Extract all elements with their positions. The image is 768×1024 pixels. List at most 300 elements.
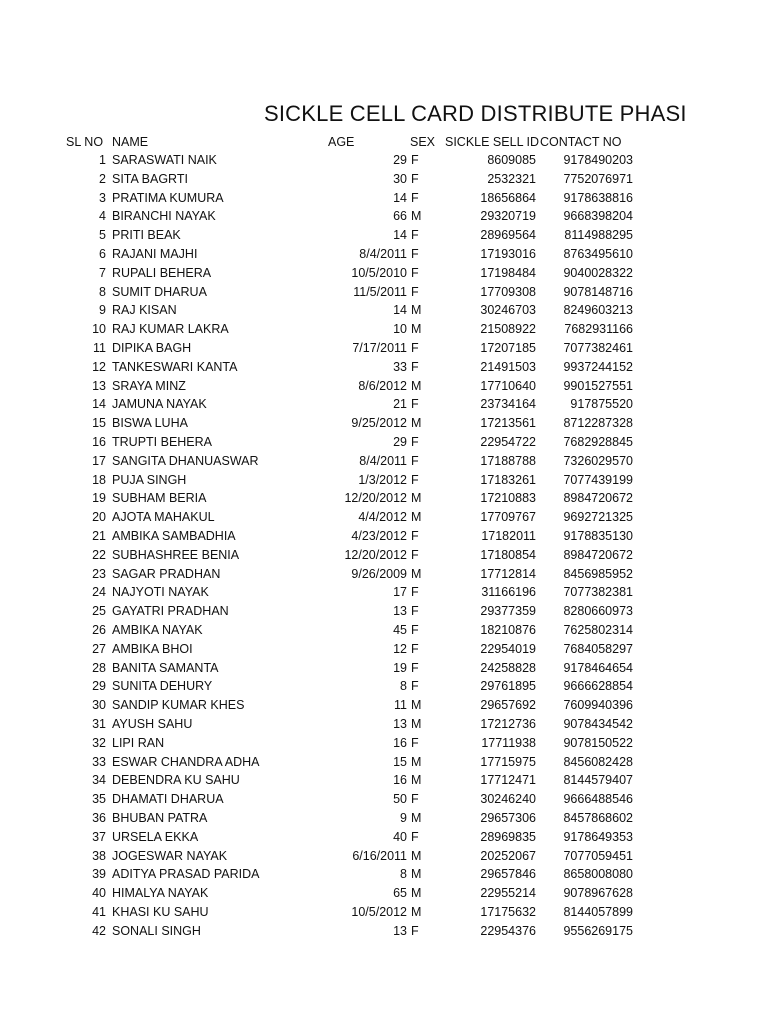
row-sickle-id: 2532321 [487, 171, 536, 186]
row-contact: 7077382461 [563, 341, 633, 355]
row-age: 29 [393, 153, 407, 167]
row-sickle-id: 8609085 [487, 153, 536, 167]
row-sex: F [411, 435, 419, 449]
row-sickle-id: 22954722 [480, 435, 536, 449]
row-contact: 9078148716 [563, 284, 633, 299]
table-row [0, 226, 768, 244]
row-sex: M [411, 848, 422, 863]
row-sl-no: 41 [92, 905, 106, 919]
row-sl-no: 28 [92, 660, 106, 675]
row-age: 30 [393, 171, 407, 186]
row-sl-no: 2 [99, 171, 106, 186]
row-sl-no: 40 [92, 886, 106, 901]
row-sickle-id: 29657306 [480, 811, 536, 825]
row-name: BISWA LUHA [112, 416, 188, 431]
row-sl-no: 34 [92, 773, 106, 788]
row-name: DHAMATI DHARUA [112, 792, 224, 807]
row-name: GAYATRI PRADHAN [112, 604, 229, 619]
row-age: 6/16/2011 [352, 848, 407, 863]
row-sl-no: 36 [92, 811, 106, 825]
row-age: 16 [393, 773, 407, 788]
row-sl-no: 31 [92, 717, 106, 731]
table-row [0, 527, 768, 545]
row-contact: 7752076971 [563, 171, 633, 186]
row-name: AMBIKA SAMBADHIA [112, 529, 236, 543]
row-sex: F [411, 529, 419, 543]
row-contact: 8456985952 [563, 566, 633, 581]
row-sickle-id: 31166196 [481, 585, 536, 600]
row-contact: 8114988295 [564, 228, 633, 243]
row-sickle-id: 21508922 [480, 322, 536, 337]
row-sex: F [411, 228, 419, 243]
row-contact: 8144579407 [563, 773, 633, 788]
table-row [0, 433, 768, 451]
row-contact: 7625802314 [563, 623, 633, 637]
table-row [0, 377, 768, 395]
row-age: 15 [393, 754, 407, 769]
row-age: 45 [393, 623, 407, 637]
header-sickle-id: SICKLE SELL ID [445, 135, 540, 149]
table-row [0, 452, 768, 470]
row-contact: 7682931166 [564, 322, 633, 337]
table-row [0, 809, 768, 827]
row-sickle-id: 18656864 [480, 190, 536, 205]
row-contact: 9178649353 [563, 829, 633, 844]
row-sex: F [411, 923, 419, 938]
row-sl-no: 27 [92, 641, 106, 656]
page-title: SICKLE CELL CARD DISTRIBUTE PHASI [264, 101, 687, 126]
row-name: DEBENDRA KU SAHU [112, 773, 240, 788]
row-age: 8/6/2012 [358, 378, 407, 393]
row-sl-no: 13 [92, 378, 106, 393]
table-row [0, 922, 768, 940]
table-row [0, 395, 768, 413]
row-age: 14 [393, 303, 407, 318]
row-sickle-id: 17180854 [480, 547, 536, 562]
header-contact: CONTACT NO [540, 135, 622, 149]
row-name: NAJYOTI NAYAK [112, 585, 209, 600]
row-sl-no: 9 [99, 303, 106, 318]
row-name: SRAYA MINZ [112, 378, 186, 393]
row-age: 4/4/2012 [358, 510, 407, 525]
row-sickle-id: 17712471 [480, 773, 536, 788]
row-sex: F [411, 604, 419, 619]
table-row [0, 189, 768, 207]
table-row [0, 320, 768, 338]
row-name: AYUSH SAHU [112, 717, 193, 731]
row-name: URSELA EKKA [112, 829, 199, 844]
row-sickle-id: 17709308 [480, 284, 536, 299]
row-contact: 7077439199 [563, 472, 633, 487]
table-row [0, 546, 768, 564]
row-sl-no: 38 [92, 848, 106, 863]
row-sl-no: 26 [92, 623, 106, 637]
header-sex: SEX [410, 135, 436, 149]
row-sickle-id: 18210876 [480, 623, 536, 637]
row-sex: F [411, 735, 419, 750]
row-sickle-id: 22954019 [480, 641, 536, 656]
row-sickle-id: 22954376 [480, 923, 536, 938]
row-sex: F [411, 547, 419, 562]
row-contact: 7326029570 [563, 453, 633, 468]
table-row [0, 245, 768, 263]
table-row [0, 358, 768, 376]
row-age: 16 [393, 735, 407, 750]
row-sickle-id: 30246703 [480, 303, 536, 318]
table-row [0, 151, 768, 169]
header-age: AGE [328, 135, 355, 149]
row-sl-no: 16 [92, 435, 106, 449]
row-sickle-id: 17715975 [480, 754, 536, 769]
row-name: RAJANI MAJHI [112, 247, 198, 261]
row-sex: F [411, 265, 419, 280]
row-sl-no: 17 [92, 453, 106, 468]
row-age: 12/20/2012 [344, 491, 407, 506]
row-name: PUJA SINGH [112, 472, 187, 487]
row-sickle-id: 24258828 [480, 660, 536, 675]
row-sickle-id: 29761895 [480, 679, 536, 694]
row-contact: 917875520 [570, 397, 633, 412]
row-age: 65 [393, 886, 407, 901]
row-sickle-id: 23734164 [480, 397, 536, 412]
row-sl-no: 14 [92, 397, 106, 412]
row-name: LIPI RAN [112, 735, 165, 750]
row-age: 14 [393, 228, 407, 243]
row-contact: 9937244152 [563, 359, 633, 374]
row-sl-no: 32 [92, 735, 106, 750]
row-sl-no: 11 [93, 341, 106, 355]
row-age: 10 [393, 322, 407, 337]
row-sickle-id: 17213561 [480, 416, 536, 431]
row-sex: F [411, 641, 419, 656]
row-name: HIMALYA NAYAK [112, 886, 209, 901]
row-contact: 8984720672 [563, 547, 633, 562]
row-age: 12/20/2012 [344, 547, 407, 562]
row-age: 9 [400, 811, 407, 825]
row-age: 13 [393, 923, 407, 938]
row-age: 10/5/2012 [351, 905, 407, 919]
row-age: 17 [393, 585, 407, 600]
row-age: 11/5/2011 [353, 284, 407, 299]
row-sickle-id: 29377359 [480, 604, 536, 619]
row-sex: M [411, 754, 422, 769]
row-sex: F [411, 792, 419, 807]
table-row [0, 489, 768, 507]
row-sl-no: 22 [92, 547, 106, 562]
row-sl-no: 10 [92, 322, 106, 337]
row-name: BHUBAN PATRA [112, 811, 208, 825]
table-row [0, 640, 768, 658]
row-contact: 8712287328 [563, 416, 633, 431]
row-sickle-id: 29657692 [480, 698, 536, 713]
row-contact: 9692721325 [563, 510, 633, 525]
row-name: AJOTA MAHAKUL [112, 510, 215, 525]
row-sl-no: 33 [92, 754, 106, 769]
row-contact: 8280660973 [563, 604, 633, 619]
row-age: 11 [394, 698, 407, 713]
row-sl-no: 39 [92, 867, 106, 882]
row-age: 8 [400, 867, 407, 882]
table-row [0, 865, 768, 883]
table-row [0, 621, 768, 639]
row-contact: 9178835130 [563, 529, 633, 543]
header-name: NAME [112, 135, 149, 149]
row-name: RAJ KUMAR LAKRA [112, 322, 229, 337]
row-contact: 9178464654 [563, 660, 633, 675]
row-sex: F [411, 623, 419, 637]
row-contact: 9556269175 [563, 923, 633, 938]
row-contact: 9078150522 [563, 735, 633, 750]
row-name: SAGAR PRADHAN [112, 566, 221, 581]
row-name: AMBIKA BHOI [112, 641, 193, 656]
row-sickle-id: 29657846 [480, 867, 536, 882]
row-name: SITA BAGRTI [112, 171, 188, 186]
table-row [0, 339, 768, 357]
row-sex: M [411, 510, 422, 525]
row-sex: M [411, 491, 422, 506]
row-sickle-id: 17210883 [480, 491, 536, 506]
row-contact: 7684058297 [563, 641, 633, 656]
row-name: RUPALI BEHERA [112, 265, 212, 280]
row-sl-no: 20 [92, 510, 106, 525]
row-sex: F [411, 453, 419, 468]
row-contact: 9666488546 [563, 792, 633, 807]
table-row [0, 790, 768, 808]
row-contact: 8144057899 [563, 905, 633, 919]
row-sickle-id: 17193016 [480, 247, 536, 261]
row-name: SANDIP KUMAR KHES [112, 698, 245, 713]
row-sex: M [411, 566, 422, 581]
row-sickle-id: 17709767 [480, 510, 536, 525]
row-sex: F [411, 829, 419, 844]
row-name: SONALI SINGH [112, 923, 201, 938]
row-name: JOGESWAR NAYAK [112, 848, 228, 863]
row-sex: M [411, 717, 422, 731]
row-contact: 8763495610 [563, 247, 633, 261]
row-sickle-id: 30246240 [480, 792, 536, 807]
row-sex: M [411, 209, 422, 224]
row-sl-no: 19 [92, 491, 106, 506]
row-name: PRITI BEAK [112, 228, 181, 243]
table-header [0, 133, 768, 151]
table-row [0, 301, 768, 319]
row-sex: F [411, 359, 419, 374]
row-sickle-id: 17175632 [480, 905, 536, 919]
row-sex: M [411, 378, 422, 393]
row-name: SUMIT DHARUA [112, 284, 207, 299]
row-sl-no: 30 [92, 698, 106, 713]
row-contact: 9078967628 [563, 886, 633, 901]
row-sex: F [411, 660, 419, 675]
row-sex: M [411, 905, 422, 919]
row-age: 66 [393, 209, 407, 224]
row-contact: 9178638816 [563, 190, 633, 205]
row-name: BIRANCHI NAYAK [112, 209, 216, 224]
row-contact: 7682928845 [563, 435, 633, 449]
row-sl-no: 24 [92, 585, 106, 600]
row-sex: F [411, 472, 419, 487]
row-sickle-id: 20252067 [480, 848, 536, 863]
row-age: 14 [393, 190, 407, 205]
row-sex: F [411, 585, 419, 600]
row-sl-no: 37 [92, 829, 106, 844]
row-sl-no: 3 [99, 190, 106, 205]
row-sex: M [411, 886, 422, 901]
table-row [0, 847, 768, 865]
row-sl-no: 29 [92, 679, 106, 694]
row-sl-no: 5 [99, 228, 106, 243]
row-sl-no: 1 [99, 153, 106, 167]
row-contact: 8249603213 [563, 303, 633, 318]
row-name: PRATIMA KUMURA [112, 190, 224, 205]
row-age: 4/23/2012 [351, 529, 407, 543]
row-sickle-id: 17182011 [481, 529, 536, 543]
table-row [0, 771, 768, 789]
row-name: SUBHAM BERIA [112, 491, 207, 506]
table-row [0, 170, 768, 188]
row-contact: 8457868602 [563, 811, 633, 825]
row-sl-no: 23 [92, 566, 106, 581]
table-row [0, 715, 768, 733]
row-sex: F [411, 679, 419, 694]
row-sl-no: 15 [92, 416, 106, 431]
row-sex: F [411, 153, 419, 167]
row-age: 1/3/2012 [358, 472, 407, 487]
row-age: 13 [393, 717, 407, 731]
table-row [0, 602, 768, 620]
row-age: 8 [400, 679, 407, 694]
row-sex: F [411, 190, 419, 205]
row-age: 8/4/2011 [359, 453, 407, 468]
row-sex: M [411, 773, 422, 788]
row-sex: F [411, 284, 419, 299]
row-sex: M [411, 811, 422, 825]
row-name: SARASWATI NAIK [112, 153, 217, 167]
row-age: 29 [393, 435, 407, 449]
table-row [0, 828, 768, 846]
row-sl-no: 21 [92, 529, 106, 543]
table-row [0, 753, 768, 771]
row-age: 21 [393, 397, 407, 412]
row-sickle-id: 29320719 [480, 209, 536, 224]
row-contact: 7077382381 [563, 585, 633, 600]
row-sickle-id: 17183261 [480, 472, 536, 487]
row-sex: M [411, 416, 422, 431]
row-name: AMBIKA NAYAK [112, 623, 203, 637]
row-name: RAJ KISAN [112, 303, 177, 318]
row-age: 12 [393, 641, 407, 656]
row-sickle-id: 17207185 [480, 341, 536, 355]
row-age: 8/4/2011 [359, 247, 407, 261]
row-sex: F [411, 171, 419, 186]
row-name: JAMUNA NAYAK [112, 397, 207, 412]
row-age: 40 [393, 829, 407, 844]
row-sl-no: 18 [92, 472, 106, 487]
row-sl-no: 25 [92, 604, 106, 619]
row-sickle-id: 17198484 [480, 265, 536, 280]
row-sl-no: 7 [99, 265, 106, 280]
row-sickle-id: 17188788 [480, 453, 536, 468]
table-row [0, 884, 768, 902]
table-row [0, 471, 768, 489]
row-age: 7/17/2011 [352, 341, 407, 355]
table-row [0, 696, 768, 714]
row-sickle-id: 17712814 [480, 566, 536, 581]
row-age: 9/26/2009 [351, 566, 407, 581]
row-age: 13 [393, 604, 407, 619]
row-name: BANITA SAMANTA [112, 660, 219, 675]
row-age: 9/25/2012 [351, 416, 407, 431]
row-sex: M [411, 698, 422, 713]
row-sl-no: 42 [92, 923, 106, 938]
header-sl-no: SL NO [66, 135, 104, 149]
row-name: TANKESWARI KANTA [112, 359, 238, 374]
row-sex: M [411, 303, 422, 318]
row-name: SUBHASHREE BENIA [112, 547, 240, 562]
row-sex: M [411, 867, 422, 882]
row-contact: 9078434542 [563, 717, 633, 731]
row-contact: 9901527551 [563, 378, 633, 393]
row-contact: 9666628854 [563, 679, 633, 694]
row-contact: 8984720672 [563, 491, 633, 506]
row-name: ESWAR CHANDRA ADHA [112, 754, 260, 769]
table-row [0, 903, 768, 921]
row-sickle-id: 21491503 [480, 359, 536, 374]
row-contact: 8456082428 [563, 754, 633, 769]
table-row [0, 677, 768, 695]
row-name: DIPIKA BAGH [112, 341, 192, 355]
row-sickle-id: 17711938 [481, 735, 536, 750]
table-row [0, 565, 768, 583]
row-sex: M [411, 322, 422, 337]
row-name: TRUPTI BEHERA [112, 435, 213, 449]
row-contact: 9178490203 [563, 153, 633, 167]
row-age: 10/5/2010 [351, 265, 407, 280]
row-age: 50 [393, 792, 407, 807]
table-row [0, 414, 768, 432]
row-name: SANGITA DHANUASWAR [112, 453, 259, 468]
row-sickle-id: 28969835 [480, 829, 536, 844]
table-row [0, 264, 768, 282]
row-sl-no: 4 [99, 209, 106, 224]
row-contact: 7609940396 [563, 698, 633, 713]
row-sickle-id: 22955214 [480, 886, 536, 901]
table-row [0, 207, 768, 225]
row-name: SUNITA DEHURY [112, 679, 213, 694]
row-sl-no: 35 [92, 792, 106, 807]
row-contact: 7077059451 [563, 848, 633, 863]
row-sickle-id: 17710640 [480, 378, 536, 393]
table-row [0, 659, 768, 677]
row-age: 19 [393, 660, 407, 675]
row-contact: 9040028322 [563, 265, 633, 280]
row-sickle-id: 17212736 [480, 717, 536, 731]
row-sex: F [411, 397, 419, 412]
row-sl-no: 12 [92, 359, 106, 374]
row-contact: 9668398204 [563, 209, 633, 224]
row-contact: 8658008080 [563, 867, 633, 882]
row-sex: F [411, 341, 419, 355]
row-name: ADITYA PRASAD PARIDA [112, 867, 260, 882]
row-name: KHASI KU SAHU [112, 905, 209, 919]
table-row [0, 508, 768, 526]
row-sl-no: 8 [99, 284, 106, 299]
table-row [0, 283, 768, 301]
table-row [0, 583, 768, 601]
row-sl-no: 6 [99, 247, 106, 261]
row-sex: F [411, 247, 419, 261]
row-age: 33 [393, 359, 407, 374]
